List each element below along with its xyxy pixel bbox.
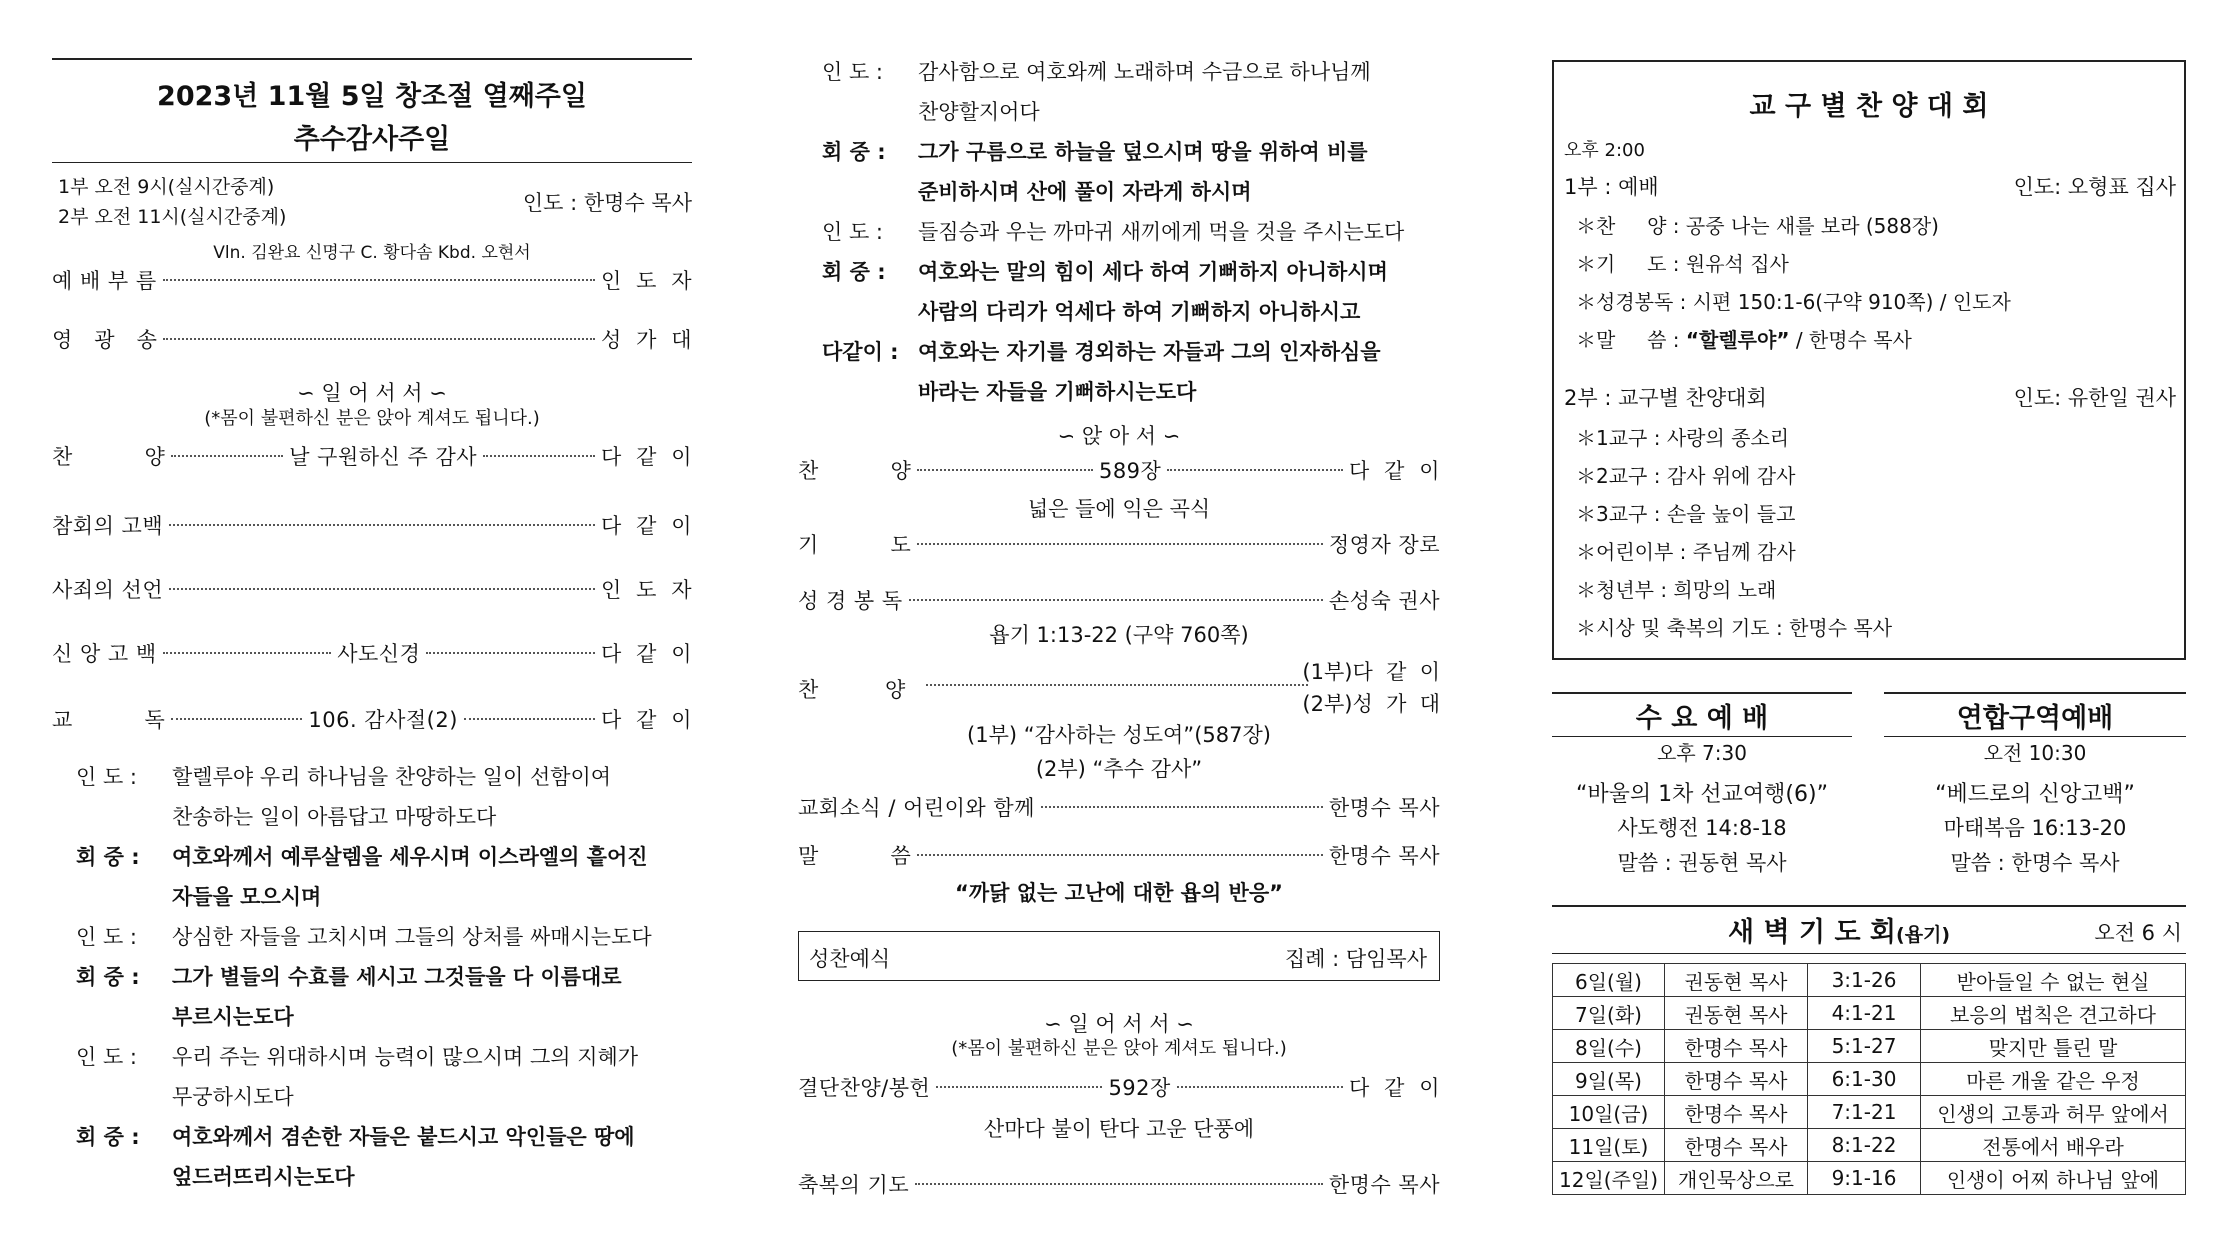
order-of-worship-column-1 (52, 0, 692, 1234)
hymn-title: 넓은 들에 익은 곡식 (1027, 497, 1211, 521)
part2-item: ＊3교구 : 손을 높이 들고 (1576, 502, 1796, 526)
item-label: 예 배 부 름 (52, 269, 157, 293)
speaker: 인 도 : (822, 220, 883, 244)
leader-dots (163, 279, 595, 281)
speaker: 인 도 : (76, 1045, 137, 1069)
item-leader: 다 같 이 (600, 445, 692, 469)
order-creed (52, 636, 692, 670)
responsive-line (76, 957, 692, 1037)
passage-cell: 5:1-27 (1808, 1030, 1921, 1063)
reading-text: 여호와는 말의 힘이 세다 하여 기뻐하지 아니하시며 (918, 260, 1388, 284)
passage-cell: 4:1-21 (1808, 997, 1921, 1030)
festival-box (1552, 60, 2186, 660)
item-detail: 589장 (1098, 459, 1162, 483)
reading-text: 여호와께서 예루살렘을 세우시며 이스라엘의 흩어진 (172, 845, 648, 869)
passage-cell: 7:1-21 (1808, 1096, 1921, 1129)
dawn-title-text: 새 벽 기 도 회 (1728, 917, 1897, 948)
dawn-prayer-time: 오전 6 시 (2094, 921, 2182, 945)
musicians: Vln. 김완요 신명구 C. 황다솜 Kbd. 오현서 (213, 243, 531, 263)
joint-preacher: 말씀 : 한명수 목사 (1950, 851, 2120, 875)
rule (1884, 692, 2186, 694)
announcements-column (1548, 0, 2186, 1234)
leader-cell: 개인묵상으로 (1665, 1162, 1808, 1195)
passage-cell: 9:1-16 (1808, 1162, 1921, 1195)
reading-text: 무궁하시도다 (172, 1085, 294, 1109)
leader-dots (1167, 469, 1343, 471)
leader-dots (169, 588, 595, 590)
service-time-1: 1부 오전 9시(실시간중계) (58, 176, 275, 198)
leader-dots (426, 652, 595, 654)
sermon-prefix: ＊말 씀 : (1576, 328, 1686, 352)
part2-item: ＊청년부 : 희망의 노래 (1576, 578, 1777, 602)
item-leader: 정영자 장로 (1328, 533, 1440, 557)
part1-item: ＊찬 양 : 공중 나는 새를 보라 (588장) (1576, 214, 1939, 238)
reading-text: 우리 주는 위대하시며 능력이 많으시며 그의 지혜가 (172, 1045, 639, 1069)
order-offertory (798, 1070, 1440, 1104)
leader-cell: 한명수 목사 (1665, 1096, 1808, 1129)
passage-cell: 3:1-26 (1808, 964, 1921, 997)
item-leader: 인 도 자 (600, 269, 692, 293)
item-detail: 날 구원하신 주 감사 (289, 445, 478, 469)
offertory-hymn-title: 산마다 불이 탄다 고운 단풍에 (983, 1117, 1255, 1141)
item-label: 찬 양 (52, 445, 166, 469)
order-benediction (798, 1167, 1440, 1201)
order-absolution (52, 572, 692, 606)
leader-dots (1041, 806, 1323, 808)
sermon-preacher: / 한명수 목사 (1789, 328, 1912, 352)
responsive-line (76, 757, 692, 837)
item-detail: 592장 (1108, 1076, 1171, 1100)
item-label: 신 앙 고 백 (52, 642, 157, 666)
bulletin-subtitle: 추수감사주일 (293, 124, 451, 155)
reading-text: 자들을 모으시며 (172, 885, 322, 909)
anthem-leader-2: (2부)성 가 대 (1302, 692, 1440, 716)
communion-label: 성찬예식 (809, 947, 891, 971)
part2-heading: 2부 : 교구별 찬양대회 (1564, 386, 1767, 410)
anthem-title-2: (2부) “추수 감사” (1035, 757, 1203, 781)
item-label: 축복의 기도 (798, 1173, 910, 1197)
speaker: 회 중 : (822, 140, 886, 164)
sermon-title: “할렐루야” (1685, 328, 1790, 352)
reading-text: 여호와께서 겸손한 자들은 붙드시고 악인들은 땅에 (172, 1125, 635, 1149)
table-row (1553, 964, 2186, 997)
item-label: 말 씀 (798, 844, 912, 868)
leader-dots (464, 718, 595, 720)
reading-text: 엎드러뜨리시는도다 (172, 1165, 355, 1189)
wednesday-service (1552, 692, 1852, 892)
day-cell: 12일(주일) (1553, 1162, 1665, 1195)
part2-item: ＊어린이부 : 주님께 감사 (1576, 540, 1796, 564)
item-leader: 다 같 이 (1348, 459, 1441, 483)
table-row (1553, 997, 2186, 1030)
wednesday-title: 수 요 예 배 (1635, 703, 1769, 734)
table-row (1553, 1063, 2186, 1096)
rule (1552, 905, 2186, 907)
wednesday-time: 오후 7:30 (1657, 741, 1747, 765)
passage-cell: 8:1-22 (1808, 1129, 1921, 1162)
leader-cell: 한명수 목사 (1665, 1063, 1808, 1096)
topic-cell: 전통에서 배우라 (1921, 1129, 2186, 1162)
order-of-worship-column-2 (798, 0, 1440, 1234)
day-cell: 8일(수) (1553, 1030, 1665, 1063)
order-scripture (798, 583, 1440, 617)
item-leader: 한명수 목사 (1328, 844, 1440, 868)
responsive-line (76, 1037, 692, 1117)
part2-item: ＊1교구 : 사랑의 종소리 (1576, 426, 1790, 450)
standing-heading: ∽ 일 어 서 서 ∽ (297, 381, 447, 405)
sermon-title: “까닭 없는 고난에 대한 욥의 반응” (955, 881, 1283, 905)
table-row (1553, 1162, 2186, 1195)
joint-title: 연합구역예배 (1956, 703, 2114, 734)
item-label: 참회의 고백 (52, 514, 164, 538)
communion-officiant: 집례 : 담임목사 (1284, 947, 1427, 971)
dawn-prayer-schedule (1552, 963, 2186, 1195)
responsive-line (822, 212, 1440, 252)
responsive-line (822, 332, 1440, 412)
dawn-prayer-section (1552, 905, 2186, 1205)
rule (1552, 953, 2186, 954)
speaker: 회 중 : (76, 965, 140, 989)
table-row (1553, 1096, 2186, 1129)
topic-cell: 인생이 어찌 하나님 앞에 (1921, 1162, 2186, 1195)
joint-cell-service (1884, 692, 2186, 892)
item-detail: 106. 감사절(2) (308, 708, 458, 732)
anthem-label: 찬 양 (798, 678, 906, 702)
passage-cell: 6:1-30 (1808, 1063, 1921, 1096)
leader-dots (163, 652, 332, 654)
item-label: 결단찬양/봉헌 (798, 1076, 931, 1100)
leader-dots (169, 524, 595, 526)
order-sermon (798, 838, 1440, 872)
reading-text: 감사함으로 여호와께 노래하며 수금으로 하나님께 (918, 60, 1371, 84)
item-label: 교 독 (52, 708, 166, 732)
item-label: 성 경 봉 독 (798, 589, 903, 613)
responsive-line (76, 837, 692, 917)
anthem-title-1: (1부) “감사하는 성도여”(587장) (967, 723, 1271, 747)
item-detail: 사도신경 (337, 642, 421, 666)
dawn-book: (욥기) (1896, 924, 1951, 946)
header-rule (52, 58, 692, 60)
topic-cell: 인생의 고통과 허무 앞에서 (1921, 1096, 2186, 1129)
leader-dots (915, 1183, 1323, 1185)
table-row (1553, 1129, 2186, 1162)
reading-text: 준비하시며 산에 풀이 자라게 하시며 (918, 180, 1252, 204)
responsive-line (76, 1117, 692, 1197)
reading-text: 여호와는 자기를 경외하는 자들과 그의 인자하심을 (918, 340, 1381, 364)
item-leader: 다 같 이 (600, 642, 693, 666)
responsive-line (76, 917, 692, 957)
scripture-reference: 욥기 1:13-22 (구약 760쪽) (989, 623, 1249, 647)
leader-cell: 한명수 목사 (1665, 1129, 1808, 1162)
item-label: 영 광 송 (52, 328, 158, 352)
reading-text: 부르시는도다 (172, 1005, 294, 1029)
leader-cell: 권동현 목사 (1665, 964, 1808, 997)
order-gloria (52, 322, 692, 356)
wednesday-preacher: 말씀 : 권동현 목사 (1617, 851, 1787, 875)
order-confession (52, 508, 692, 542)
item-leader: 인 도 자 (600, 578, 692, 602)
speaker: 다같이 : (822, 340, 899, 364)
part2-leader: 인도: 유한일 권사 (2013, 386, 2176, 410)
dawn-prayer-title (1728, 910, 1950, 949)
item-leader: 다 같 이 (600, 708, 692, 732)
day-cell: 7일(화) (1553, 997, 1665, 1030)
topic-cell: 받아들일 수 없는 현실 (1921, 964, 2186, 997)
reading-text: 그가 별들의 수효를 세시고 그것들을 다 이름대로 (172, 965, 622, 989)
item-label: 교회소식 / 어린이와 함께 (798, 796, 1035, 820)
responsive-line (822, 132, 1440, 212)
item-leader: 한명수 목사 (1328, 1173, 1440, 1197)
leader-cell: 권동현 목사 (1665, 997, 1808, 1030)
day-cell: 11일(토) (1553, 1129, 1665, 1162)
standing-heading: ∽ 일 어 서 서 ∽ (1044, 1012, 1194, 1036)
part1-sermon (1576, 324, 1912, 353)
speaker: 회 중 : (76, 1125, 140, 1149)
leader-dots (171, 455, 283, 457)
speaker: 인 도 : (76, 925, 137, 949)
speaker: 인 도 : (76, 765, 137, 789)
reading-text: 바라는 자들을 기뻐하시는도다 (918, 380, 1197, 404)
part2-item: ＊시상 및 축복의 기도 : 한명수 목사 (1576, 616, 1893, 640)
item-leader: 다 같 이 (600, 514, 692, 538)
day-cell: 10일(금) (1553, 1096, 1665, 1129)
part2-item: ＊2교구 : 감사 위에 감사 (1576, 464, 1796, 488)
order-prayer (798, 527, 1440, 561)
item-label: 사죄의 선언 (52, 578, 164, 602)
reading-text: 할렐루야 우리 하나님을 찬양하는 일이 선함이여 (172, 765, 612, 789)
joint-time: 오전 10:30 (1983, 741, 2087, 765)
wednesday-scripture: 사도행전 14:8-18 (1617, 816, 1787, 840)
speaker: 회 중 : (822, 260, 886, 284)
reading-text: 사람의 다리가 억세다 하여 기뻐하지 아니하시고 (918, 300, 1361, 324)
part1-item: ＊기 도 : 원유석 집사 (1576, 252, 1789, 276)
reading-text: 상심한 자들을 고치시며 그들의 상처를 싸매시는도다 (172, 925, 652, 949)
header-rule-2 (52, 162, 692, 163)
reading-text: 찬양할지어다 (918, 100, 1040, 124)
anthem-leader-1: (1부)다 같 이 (1302, 660, 1440, 684)
speaker: 인 도 : (822, 60, 883, 84)
leader-dots (917, 469, 1093, 471)
leader-dots (163, 338, 595, 340)
leader-dots (917, 854, 1323, 856)
day-cell: 6일(월) (1553, 964, 1665, 997)
item-leader: 손성숙 권사 (1328, 589, 1440, 613)
part1-heading: 1부 : 예배 (1564, 175, 1659, 199)
joint-sermon-title: “베드로의 신앙고백” (1935, 782, 2135, 807)
bulletin-date-title: 2023년 11월 5일 창조절 열째주일 (157, 81, 587, 112)
leader-dots (483, 455, 595, 457)
leader-dots (936, 1086, 1102, 1088)
leader-dots (171, 718, 302, 720)
wednesday-sermon-title: “바울의 1차 선교여행(6)” (1576, 782, 1828, 807)
standing-note: (*몸이 불편하신 분은 앉아 계셔도 됩니다.) (951, 1038, 1287, 1059)
responsive-line (822, 52, 1440, 132)
festival-time: 오후 2:00 (1564, 140, 1645, 161)
responsive-line (822, 252, 1440, 332)
joint-scripture: 마태복음 16:13-20 (1943, 816, 2127, 840)
topic-cell: 맞지만 틀린 말 (1921, 1030, 2186, 1063)
festival-title: 교 구 별 찬 양 대 회 (1749, 91, 1989, 122)
speaker: 회 중 : (76, 845, 140, 869)
table-row (1553, 1030, 2186, 1063)
leader-dots (917, 543, 1323, 545)
day-cell: 9일(목) (1553, 1063, 1665, 1096)
order-hymn (52, 439, 692, 473)
item-leader: 성 가 대 (600, 328, 692, 352)
service-time-2: 2부 오전 11시(실시간중계) (58, 206, 287, 228)
item-leader: 다 같 이 (1348, 1076, 1441, 1100)
order-call-to-worship (52, 263, 692, 297)
item-leader: 한명수 목사 (1328, 796, 1440, 820)
topic-cell: 마른 개울 같은 우정 (1921, 1063, 2186, 1096)
sitting-heading: ∽ 앉 아 서 ∽ (1057, 424, 1181, 448)
part1-leader: 인도: 오형표 집사 (2013, 175, 2176, 199)
part1-item: ＊성경봉독 : 시편 150:1-6(구약 910쪽) / 인도자 (1576, 290, 2011, 314)
leader-dots (926, 684, 1308, 686)
order-announcements (798, 790, 1440, 824)
leader-dots (909, 599, 1323, 601)
order-responsive-reading (52, 702, 692, 736)
reading-text: 찬송하는 일이 아름답고 마땅하도다 (172, 805, 497, 829)
service-leader: 인도 : 한명수 목사 (522, 191, 692, 215)
communion-box (798, 931, 1440, 981)
standing-note: (*몸이 불편하신 분은 앉아 계셔도 됩니다.) (204, 408, 540, 429)
reading-text: 그가 구름으로 하늘을 덮으시며 땅을 위하여 비를 (918, 140, 1368, 164)
reading-text: 들짐승과 우는 까마귀 새끼에게 먹을 것을 주시는도다 (918, 220, 1405, 244)
leader-dots (1177, 1086, 1343, 1088)
order-hymn-589 (798, 453, 1440, 487)
topic-cell: 보응의 법칙은 견고하다 (1921, 997, 2186, 1030)
rule (1552, 692, 1852, 694)
item-label: 기 도 (798, 533, 912, 557)
item-label: 찬 양 (798, 459, 912, 483)
leader-cell: 한명수 목사 (1665, 1030, 1808, 1063)
